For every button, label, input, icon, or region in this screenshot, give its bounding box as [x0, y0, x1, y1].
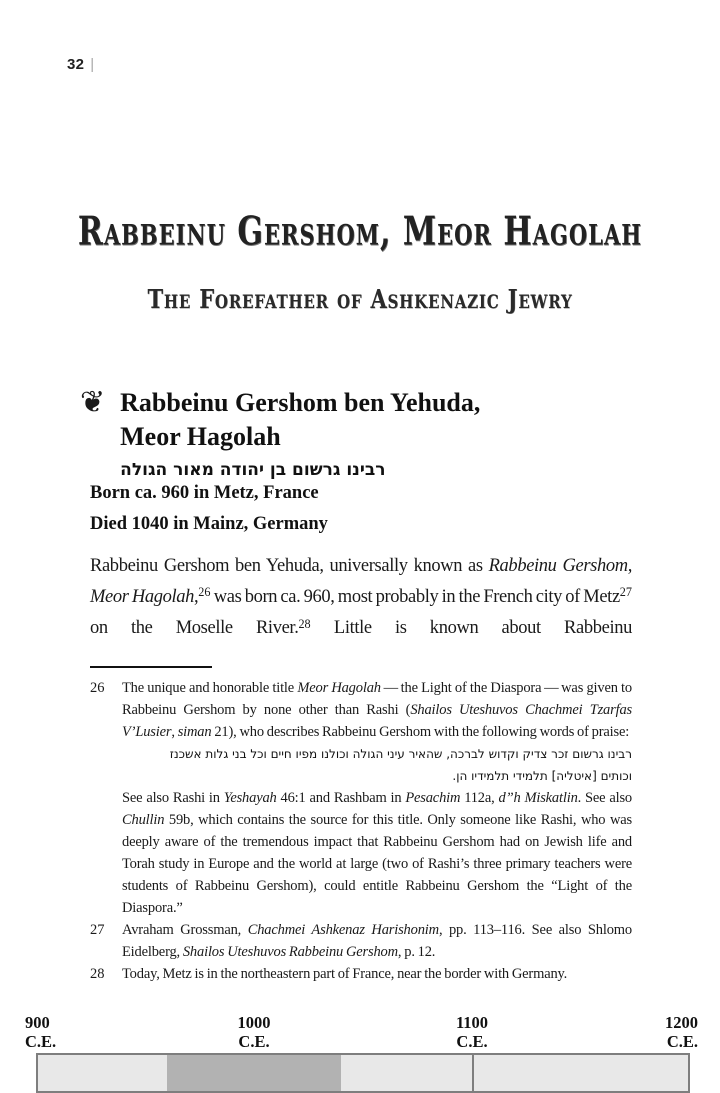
birth-line: Born ca. 960 in Metz, France [90, 483, 319, 503]
tick-era: C.E. [25, 1032, 57, 1051]
footnote-number: 28 [90, 966, 105, 982]
chapter-title: Rabbeinu Gershom, Meor Hagolah [77, 209, 643, 256]
chapter-subtitle: The Forefather of Ashkenazic Jewry [147, 283, 573, 315]
section-heading-line2: Meor Hagolah [120, 422, 281, 451]
section-heading-hebrew: רבינו גרשום בן יהודה מאור הגולה [120, 460, 386, 480]
section-heading-text [120, 386, 480, 483]
tick-era: C.E. [238, 1032, 270, 1051]
footnote-27 [90, 919, 632, 963]
timeline-tick-900 [25, 1013, 56, 1051]
tick-year: 1100 [455, 1013, 489, 1032]
tick-year: 900 [25, 1013, 50, 1032]
fleuron-ornament-icon: ❦ [80, 385, 106, 420]
page-number-divider: | [90, 56, 95, 73]
footnote-body [122, 963, 632, 985]
footnote-body [122, 677, 632, 919]
footnote-hebrew-line: וכותים [איטליה] תלמידי תלמידיו הן. [452, 769, 632, 783]
footnote-number: 27 [90, 922, 105, 938]
timeline-bar [36, 1053, 690, 1093]
death-line: Died 1040 in Mainz, Germany [90, 514, 328, 534]
tick-year: 1200 [665, 1013, 698, 1032]
timeline-tick-divider [472, 1055, 474, 1091]
section-heading [80, 386, 640, 483]
timeline-tick-1100 [412, 1013, 532, 1051]
footnote-text: The unique and honorable title Meor Hagolah — the Light of the Diaspora — was given to Rabbeinu Gershom by none other than Rashi (Shailos Uteshuvos Chachmei Tzarfas V’Lusier, siman 21), who describes Rabbeinu Gershom with the following words of praise: [122, 680, 632, 740]
footnote-number: 26 [90, 680, 105, 696]
footnote-text: Today, Metz is in the northeastern part of France, near the border with Germany. [122, 966, 568, 982]
section-heading-line1: Rabbeinu Gershom ben Yehuda, [120, 388, 481, 417]
tick-era: C.E. [666, 1032, 698, 1051]
page-number-value: 32 [67, 56, 85, 73]
footnote-hebrew-quote [122, 743, 632, 787]
tick-year: 1000 [237, 1013, 271, 1032]
footnote-26 [90, 677, 632, 919]
page-number [67, 56, 95, 73]
footnote-separator-rule [90, 666, 212, 668]
footnote-hebrew-line: רבינו גרשום זכר צדיק וקדוש לברכה, שהאיר עיני הגולה וכולנו מפיו חיים וכל בני גלות אשכנז [169, 747, 632, 761]
footnote-body [122, 919, 632, 963]
footnotes-section [90, 677, 632, 985]
tick-era: C.E. [456, 1032, 488, 1051]
footnote-text: Avraham Grossman, Chachmei Ashkenaz Harishonim, pp. 113–116. See also Shlomo Eidelberg, Shailos Uteshuvos Rabbeinu Gershom, p. 12. [122, 922, 632, 960]
timeline-tick-1200 [578, 1013, 698, 1051]
footnote-text: See also Rashi in Yeshayah 46:1 and Rashbam in Pesachim 112a, d”h Miskatlin. See also Chullin 59b, which contains the source for this title. Only someone like Rashi, who was deeply aware of the tremendous impact that Rabbeinu Gershom had on Jewish life and Torah study in Europe and the world at large (two of Rashi’s three primary teachers were students of Rabbeinu Gershom), could entitle Rabbeinu Gershom the “Light of the Diaspora.” [122, 790, 632, 916]
footnote-28 [90, 963, 632, 985]
timeline-highlight-segment [167, 1055, 341, 1091]
body-paragraph: Rabbeinu Gershom ben Yehuda, universally known as Rabbeinu Gershom, Meor Hagolah,$^{26}$ was born ca. 960, most probably in the French city of Metz$^{27}$ on the Moselle River.$^{28}$ Little is known about Rabbeinu [90, 556, 632, 638]
timeline-tick-1000 [194, 1013, 314, 1051]
